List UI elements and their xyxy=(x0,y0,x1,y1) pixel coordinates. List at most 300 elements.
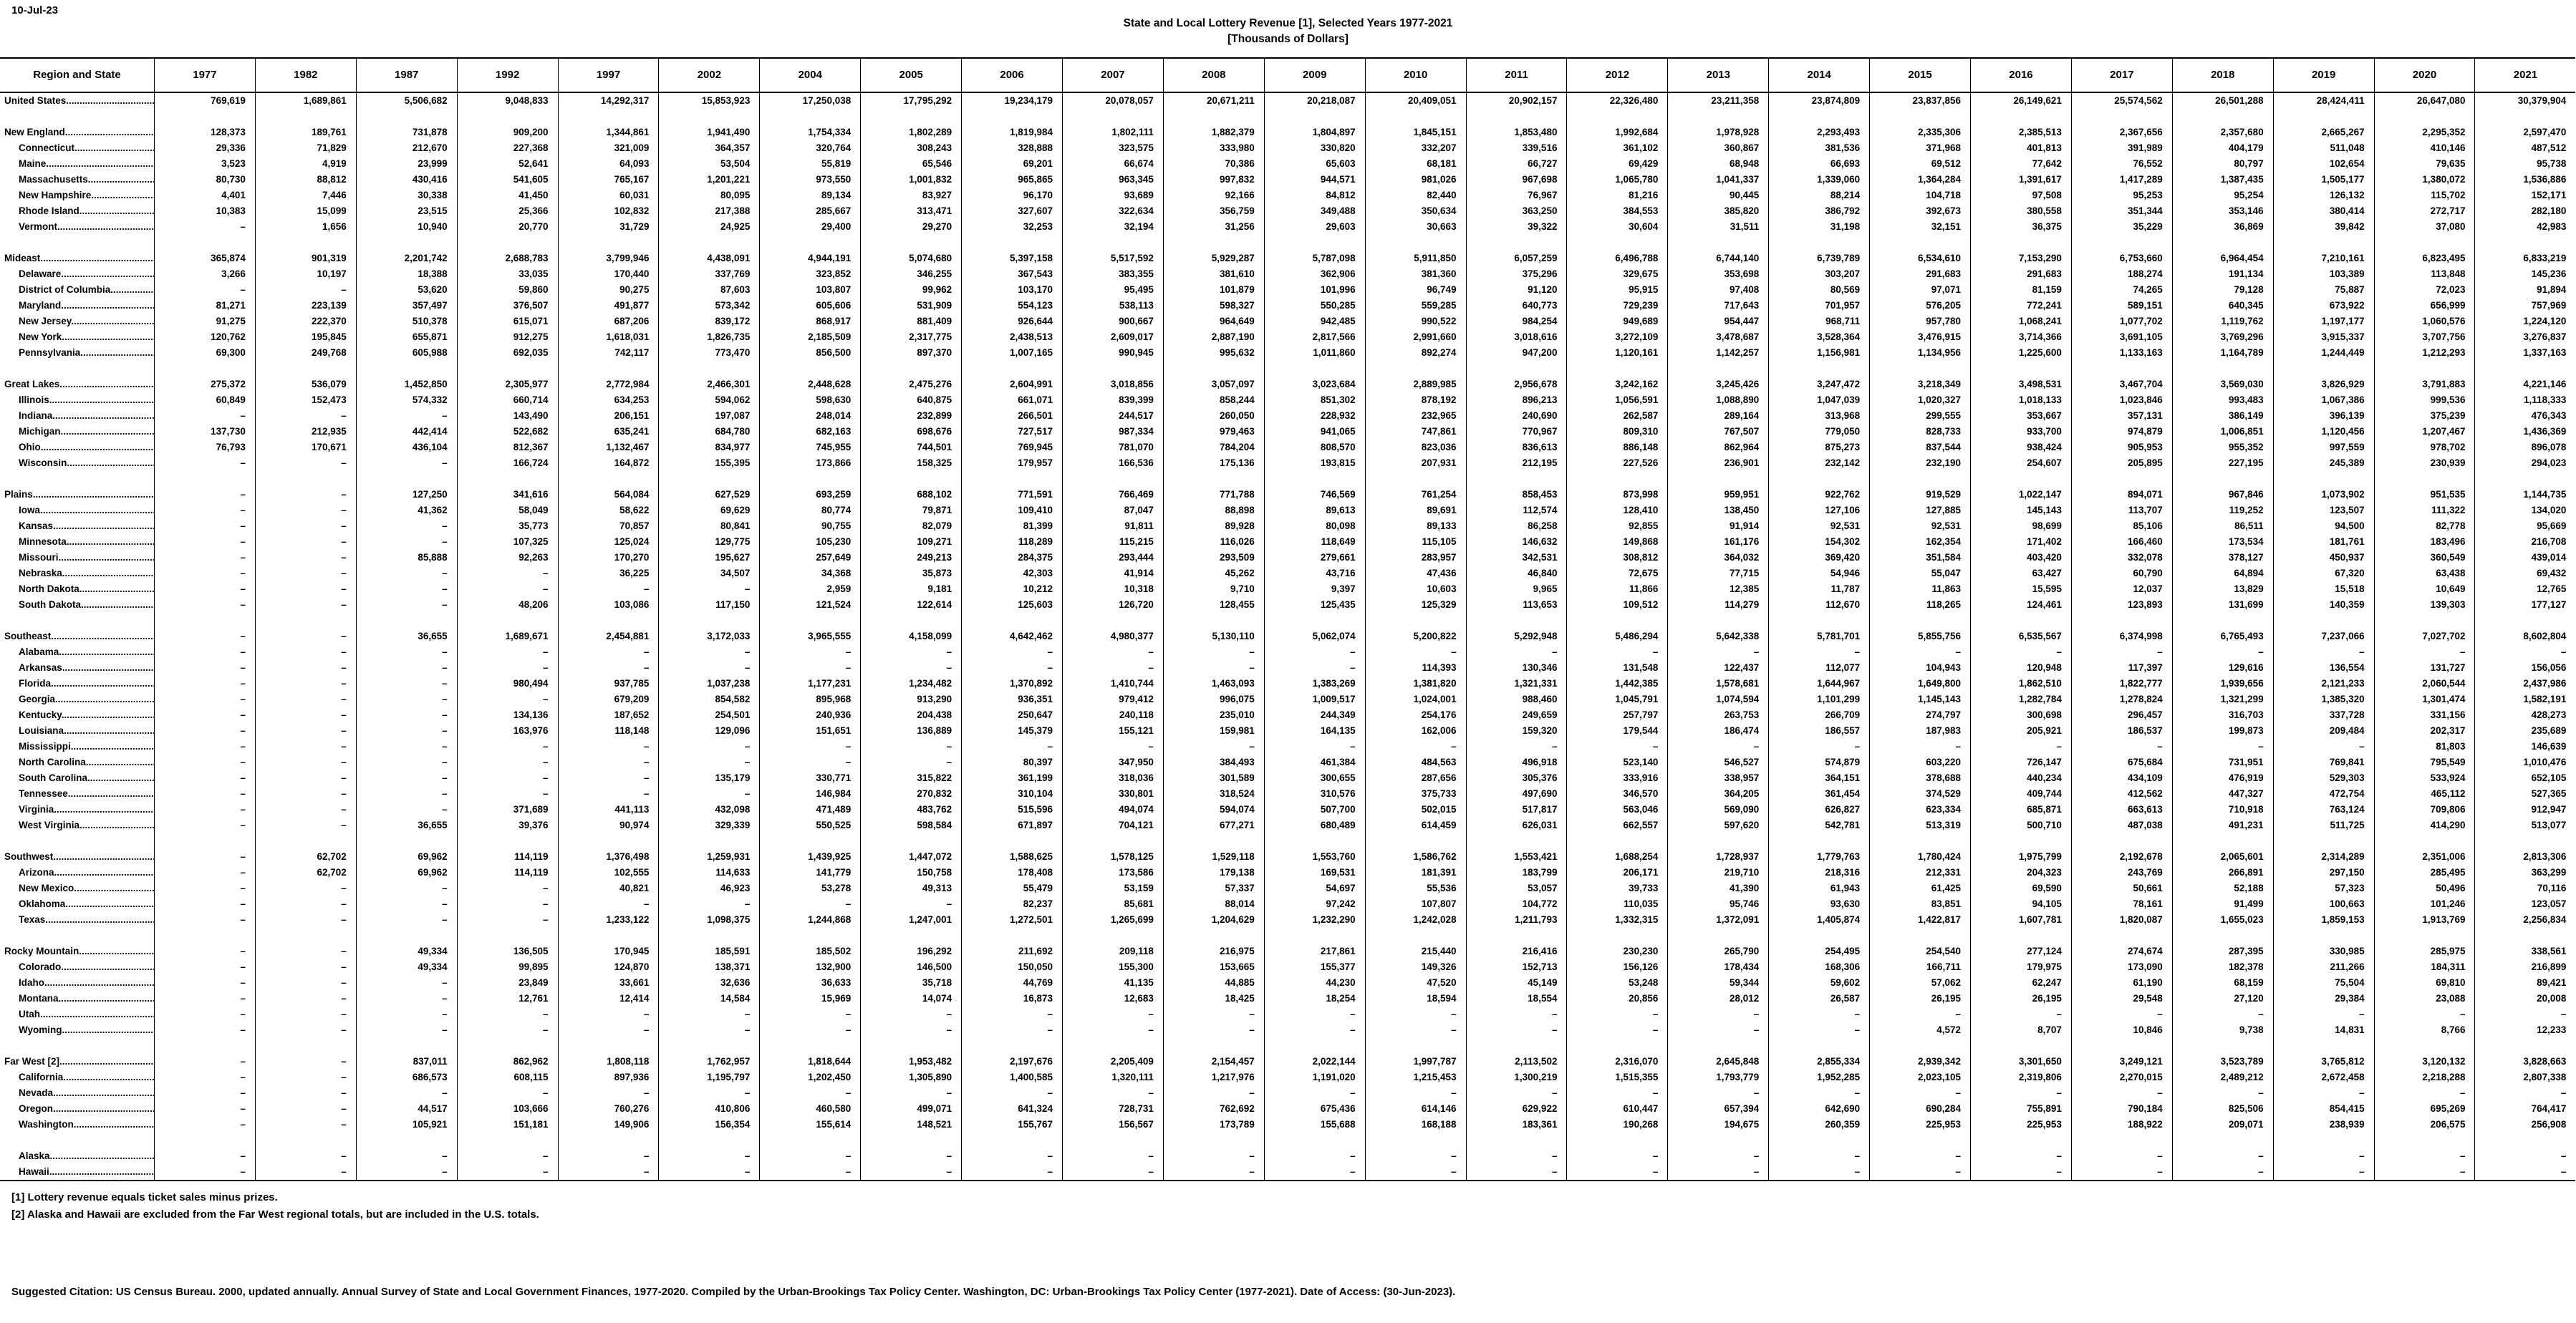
cell: 384,493 xyxy=(1163,755,1264,770)
cell: 938,424 xyxy=(1970,440,2071,455)
cell: – xyxy=(154,770,255,786)
cell: 2,597,470 xyxy=(2474,125,2575,140)
cell: 1,007,165 xyxy=(961,345,1062,361)
cell: – xyxy=(759,1148,860,1164)
cell: 731,878 xyxy=(356,125,457,140)
cell: 89,613 xyxy=(1264,503,1365,518)
cell: 500,710 xyxy=(1970,818,2071,833)
cell: – xyxy=(558,581,659,597)
spacer-label-cell xyxy=(0,833,154,849)
cell: 554,123 xyxy=(961,298,1062,314)
cell xyxy=(860,1133,961,1148)
row-united-states xyxy=(0,93,2575,109)
cell xyxy=(558,928,659,944)
cell: 4,438,091 xyxy=(658,251,759,266)
row-label: South Dakota ..... xyxy=(19,599,154,610)
cell: 15,595 xyxy=(1970,581,2071,597)
cell xyxy=(2273,613,2374,629)
cell: 29,548 xyxy=(2071,991,2172,1007)
cell: 795,549 xyxy=(2374,755,2475,770)
cell: 362,906 xyxy=(1264,266,1365,282)
cell: – xyxy=(2374,1085,2475,1101)
cell: 828,733 xyxy=(1869,424,1970,440)
cell: 979,412 xyxy=(1062,692,1163,707)
cell: 183,496 xyxy=(2374,534,2475,550)
cell xyxy=(1365,613,1466,629)
row-southwest xyxy=(0,849,2575,865)
cell: 3,218,349 xyxy=(1869,377,1970,392)
cell xyxy=(1869,1133,1970,1148)
row-new-york xyxy=(0,329,2575,345)
cell: 851,302 xyxy=(1264,392,1365,408)
cell xyxy=(2474,1038,2575,1054)
cell: 97,071 xyxy=(1869,282,1970,298)
cell xyxy=(558,109,659,125)
cell: 150,050 xyxy=(961,959,1062,975)
cell: – xyxy=(1062,644,1163,660)
cell: 305,376 xyxy=(1466,770,1567,786)
cell: 1,939,656 xyxy=(2172,676,2273,692)
cell: – xyxy=(1264,1164,1365,1180)
cell: 1,439,925 xyxy=(759,849,860,865)
cell: 675,684 xyxy=(2071,755,2172,770)
row-label: Wyoming ..... xyxy=(19,1024,154,1035)
cell: 1,215,453 xyxy=(1365,1070,1466,1085)
cell: 58,049 xyxy=(457,503,558,518)
cell: 96,749 xyxy=(1365,282,1466,298)
cell: 5,855,756 xyxy=(1869,629,1970,644)
cell xyxy=(558,1038,659,1054)
cell: – xyxy=(2374,644,2475,660)
cell: 995,632 xyxy=(1163,345,1264,361)
cell xyxy=(658,833,759,849)
cell: – xyxy=(356,676,457,692)
cell: 1,077,702 xyxy=(2071,314,2172,329)
cell: – xyxy=(255,550,356,566)
cell: 86,258 xyxy=(1466,518,1567,534)
cell: – xyxy=(356,1085,457,1101)
cell: 26,195 xyxy=(1869,991,1970,1007)
cell: – xyxy=(154,1148,255,1164)
cell: – xyxy=(1970,1164,2071,1180)
cell: – xyxy=(154,534,255,550)
cell: 771,788 xyxy=(1163,487,1264,503)
row-label-cell xyxy=(0,140,154,156)
cell: – xyxy=(961,1148,1062,1164)
cell: 690,284 xyxy=(1869,1101,1970,1117)
cell: – xyxy=(154,219,255,235)
cell: 1,300,219 xyxy=(1466,1070,1567,1085)
cell: 356,759 xyxy=(1163,203,1264,219)
row-label-cell xyxy=(0,739,154,755)
cell: – xyxy=(457,881,558,896)
cell: – xyxy=(1768,1022,1869,1038)
cell: 95,669 xyxy=(2474,518,2575,534)
cell: 701,957 xyxy=(1768,298,1869,314)
report-date: 10-Jul-23 xyxy=(11,4,59,16)
cell: – xyxy=(1365,1007,1466,1022)
cell: 7,210,161 xyxy=(2273,251,2374,266)
row-label-cell xyxy=(0,392,154,408)
row-oregon xyxy=(0,1101,2575,1117)
cell xyxy=(2374,471,2475,487)
cell: 1,056,591 xyxy=(1566,392,1667,408)
cell: 299,555 xyxy=(1869,408,1970,424)
cell: – xyxy=(255,881,356,896)
cell: – xyxy=(255,755,356,770)
cell: 265,790 xyxy=(1667,944,1768,959)
cell: 205,921 xyxy=(1970,723,2071,739)
cell: 381,536 xyxy=(1768,140,1869,156)
cell: 536,079 xyxy=(255,377,356,392)
cell: 461,384 xyxy=(1264,755,1365,770)
cell: 235,689 xyxy=(2474,723,2575,739)
cell xyxy=(457,613,558,629)
cell: 188,274 xyxy=(2071,266,2172,282)
cell: 1,452,850 xyxy=(356,377,457,392)
cell: 254,540 xyxy=(1869,944,1970,959)
cell: 20,409,051 xyxy=(1365,93,1466,109)
cell xyxy=(2071,471,2172,487)
cell: – xyxy=(860,660,961,676)
column-header-year: 2013 xyxy=(1667,59,1768,92)
cell xyxy=(2172,833,2273,849)
cell: 69,810 xyxy=(2374,975,2475,991)
cell: 949,689 xyxy=(1566,314,1667,329)
cell xyxy=(457,1133,558,1148)
cell: 194,675 xyxy=(1667,1117,1768,1133)
cell: – xyxy=(1466,739,1567,755)
cell xyxy=(1365,1133,1466,1148)
cell: 254,501 xyxy=(658,707,759,723)
cell xyxy=(1768,1038,1869,1054)
cell: 138,450 xyxy=(1667,503,1768,518)
cell: 328,888 xyxy=(961,140,1062,156)
cell: 29,603 xyxy=(1264,219,1365,235)
cell: 5,929,287 xyxy=(1163,251,1264,266)
cell: 92,531 xyxy=(1768,518,1869,534)
cell: – xyxy=(1869,1085,1970,1101)
row-label-cell xyxy=(0,597,154,613)
row-label-cell xyxy=(0,755,154,770)
cell: 349,488 xyxy=(1264,203,1365,219)
row-label-cell xyxy=(0,282,154,298)
cell: 222,370 xyxy=(255,314,356,329)
row-label: Florida ..... xyxy=(19,678,154,689)
cell: 1,845,151 xyxy=(1365,125,1466,140)
cell xyxy=(1365,361,1466,377)
cell: 409,744 xyxy=(1970,786,2071,802)
cell: – xyxy=(2071,1007,2172,1022)
row-label-cell xyxy=(0,566,154,581)
cell: 39,842 xyxy=(2273,219,2374,235)
cell: – xyxy=(2071,1085,2172,1101)
spacer-label-cell xyxy=(0,471,154,487)
cell: 1,074,594 xyxy=(1667,692,1768,707)
cell: 155,614 xyxy=(759,1117,860,1133)
cell: 1,975,799 xyxy=(1970,849,2071,865)
cell: 178,408 xyxy=(961,865,1062,881)
cell: 111,322 xyxy=(2374,503,2475,518)
cell xyxy=(2474,1133,2575,1148)
cell: 693,259 xyxy=(759,487,860,503)
cell: – xyxy=(255,723,356,739)
cell: 1,447,072 xyxy=(860,849,961,865)
cell: 3,476,915 xyxy=(1869,329,1970,345)
cell: 18,425 xyxy=(1163,991,1264,1007)
cell: 308,812 xyxy=(1566,550,1667,566)
row-label: Wisconsin ..... xyxy=(19,457,154,468)
cell: 330,771 xyxy=(759,770,860,786)
cell: 92,263 xyxy=(457,550,558,566)
cell: 114,633 xyxy=(658,865,759,881)
row-label-cell xyxy=(0,802,154,818)
row-label: Nebraska ..... xyxy=(19,568,154,578)
cell: 15,853,923 xyxy=(658,93,759,109)
cell: 605,606 xyxy=(759,298,860,314)
cell xyxy=(1163,235,1264,251)
cell: – xyxy=(2474,1007,2575,1022)
cell: – xyxy=(658,1007,759,1022)
row-label-cell xyxy=(0,377,154,392)
cell: 91,120 xyxy=(1466,282,1567,298)
cell: – xyxy=(457,581,558,597)
cell: 680,489 xyxy=(1264,818,1365,833)
cell: 9,397 xyxy=(1264,581,1365,597)
cell: 23,211,358 xyxy=(1667,93,1768,109)
spacer-row xyxy=(0,613,2575,629)
cell: 90,275 xyxy=(558,282,659,298)
cell: 293,509 xyxy=(1163,550,1264,566)
cell: 48,206 xyxy=(457,597,558,613)
cell: – xyxy=(1264,660,1365,676)
cell: 254,607 xyxy=(1970,455,2071,471)
cell: 143,490 xyxy=(457,408,558,424)
column-header-year: 2004 xyxy=(759,59,860,92)
cell: 260,050 xyxy=(1163,408,1264,424)
cell: 209,118 xyxy=(1062,944,1163,959)
cell: – xyxy=(255,1070,356,1085)
cell: 245,389 xyxy=(2273,455,2374,471)
cell: 1,656 xyxy=(255,219,356,235)
cell: 35,873 xyxy=(860,566,961,581)
cell: 159,320 xyxy=(1466,723,1567,739)
cell: 357,131 xyxy=(2071,408,2172,424)
cell: 873,998 xyxy=(1566,487,1667,503)
cell: 323,852 xyxy=(759,266,860,282)
cell: 53,057 xyxy=(1466,881,1567,896)
cell xyxy=(2172,109,2273,125)
cell: 82,778 xyxy=(2374,518,2475,534)
cell: 2,023,105 xyxy=(1869,1070,1970,1085)
cell: 79,128 xyxy=(2172,282,2273,298)
cell: 338,957 xyxy=(1667,770,1768,786)
cell: 1,780,424 xyxy=(1869,849,1970,865)
cell: 897,370 xyxy=(860,345,961,361)
cell xyxy=(1768,1133,1869,1148)
cell xyxy=(1264,928,1365,944)
row-label-cell xyxy=(0,455,154,471)
spacer-label-cell xyxy=(0,928,154,944)
cell: 3,276,837 xyxy=(2474,329,2575,345)
cell: 4,572 xyxy=(1869,1022,1970,1038)
cell: – xyxy=(658,644,759,660)
cell: 216,975 xyxy=(1163,944,1264,959)
cell: 1,337,163 xyxy=(2474,345,2575,361)
cell: 3,765,812 xyxy=(2273,1054,2374,1070)
cell: 770,967 xyxy=(1466,424,1567,440)
cell: 303,207 xyxy=(1768,266,1869,282)
cell: 141,779 xyxy=(759,865,860,881)
cell: 5,200,822 xyxy=(1365,629,1466,644)
cell: 760,276 xyxy=(558,1101,659,1117)
cell: 1,405,874 xyxy=(1768,912,1869,928)
cell: 1,410,744 xyxy=(1062,676,1163,692)
cell xyxy=(2172,235,2273,251)
cell: 996,075 xyxy=(1163,692,1264,707)
row-label-cell xyxy=(0,345,154,361)
cell: – xyxy=(154,503,255,518)
cell: 104,718 xyxy=(1869,188,1970,203)
cell: 23,874,809 xyxy=(1768,93,1869,109)
cell: 126,132 xyxy=(2273,188,2374,203)
cell: 47,436 xyxy=(1365,566,1466,581)
cell: 974,879 xyxy=(2071,424,2172,440)
cell: 41,390 xyxy=(1667,881,1768,896)
cell: 212,331 xyxy=(1869,865,1970,881)
cell: 166,711 xyxy=(1869,959,1970,975)
cell: 60,790 xyxy=(2071,566,2172,581)
cell: 146,639 xyxy=(2474,739,2575,755)
cell: 139,303 xyxy=(2374,597,2475,613)
cell: 103,807 xyxy=(759,282,860,298)
cell: – xyxy=(1869,1007,1970,1022)
cell: – xyxy=(2172,1148,2273,1164)
cell xyxy=(1970,833,2071,849)
cell: 1,578,681 xyxy=(1667,676,1768,692)
cell: 266,891 xyxy=(2172,865,2273,881)
cell: 2,192,678 xyxy=(2071,849,2172,865)
cell: 69,962 xyxy=(356,865,457,881)
cell: 2,817,566 xyxy=(1264,329,1365,345)
cell: 10,318 xyxy=(1062,581,1163,597)
cell xyxy=(1970,361,2071,377)
cell: 14,584 xyxy=(658,991,759,1007)
cell: 386,149 xyxy=(2172,408,2273,424)
cell xyxy=(759,109,860,125)
cell: 112,574 xyxy=(1466,503,1567,518)
row-label-cell xyxy=(0,1117,154,1133)
cell: – xyxy=(860,755,961,770)
cell: 95,738 xyxy=(2474,156,2575,172)
row-label-cell xyxy=(0,959,154,975)
cell: 146,632 xyxy=(1466,534,1567,550)
cell: – xyxy=(356,644,457,660)
cell: 30,338 xyxy=(356,188,457,203)
cell xyxy=(2474,361,2575,377)
cell xyxy=(558,235,659,251)
cell xyxy=(2071,1038,2172,1054)
cell: 6,753,660 xyxy=(2071,251,2172,266)
cell: 115,702 xyxy=(2374,188,2475,203)
cell: 1,688,254 xyxy=(1566,849,1667,865)
cell: 131,727 xyxy=(2374,660,2475,676)
cell: 3,023,684 xyxy=(1264,377,1365,392)
cell: 81,159 xyxy=(1970,282,2071,298)
cell: 837,544 xyxy=(1869,440,1970,455)
cell: – xyxy=(154,282,255,298)
cell xyxy=(2474,109,2575,125)
cell: 244,349 xyxy=(1264,707,1365,723)
cell: 856,500 xyxy=(759,345,860,361)
cell: 812,367 xyxy=(457,440,558,455)
cell: 1,156,981 xyxy=(1768,345,1869,361)
cell: – xyxy=(154,644,255,660)
cell: 441,113 xyxy=(558,802,659,818)
cell: 321,009 xyxy=(558,140,659,156)
cell: 410,146 xyxy=(2374,140,2475,156)
cell: 156,056 xyxy=(2474,660,2575,676)
cell: 1,234,482 xyxy=(860,676,961,692)
cell: – xyxy=(255,1022,356,1038)
row-label: Iowa ..... xyxy=(19,505,154,515)
cell: – xyxy=(658,1164,759,1180)
cell xyxy=(961,361,1062,377)
row-oklahoma xyxy=(0,896,2575,912)
cell: – xyxy=(961,660,1062,676)
cell: – xyxy=(2172,1085,2273,1101)
cell: 465,112 xyxy=(2374,786,2475,802)
row-label: Idaho ..... xyxy=(19,977,154,988)
cell: – xyxy=(356,770,457,786)
row-label-cell xyxy=(0,975,154,991)
cell: 1,191,020 xyxy=(1264,1070,1365,1085)
cell: 1,553,421 xyxy=(1466,849,1567,865)
row-label: Plains ..... xyxy=(4,489,154,500)
cell: 347,950 xyxy=(1062,755,1163,770)
cell: 957,780 xyxy=(1869,314,1970,329)
cell: – xyxy=(1566,739,1667,755)
cell: 346,255 xyxy=(860,266,961,282)
cell: – xyxy=(255,597,356,613)
cell: 88,014 xyxy=(1163,896,1264,912)
cell: – xyxy=(457,1085,558,1101)
cell: 67,320 xyxy=(2273,566,2374,581)
row-label-cell xyxy=(0,1022,154,1038)
cell: 103,170 xyxy=(961,282,1062,298)
cell: 1,233,122 xyxy=(558,912,659,928)
cell: – xyxy=(961,1007,1062,1022)
cell xyxy=(658,613,759,629)
cell: 635,241 xyxy=(558,424,659,440)
cell: 769,619 xyxy=(154,93,255,109)
cell: 1,364,284 xyxy=(1869,172,1970,188)
cell: 3,478,687 xyxy=(1667,329,1768,345)
cell: 432,098 xyxy=(658,802,759,818)
cell: 131,699 xyxy=(2172,597,2273,613)
column-header-year: 2010 xyxy=(1365,59,1466,92)
cell: 134,020 xyxy=(2474,503,2575,518)
cell: 529,303 xyxy=(2273,770,2374,786)
cell: 152,713 xyxy=(1466,959,1567,975)
cell xyxy=(154,235,255,251)
cell: – xyxy=(1264,1022,1365,1038)
cell: – xyxy=(860,1148,961,1164)
cell: 1,119,762 xyxy=(2172,314,2273,329)
cell: 8,766 xyxy=(2374,1022,2475,1038)
cell: – xyxy=(2273,1085,2374,1101)
cell: 944,571 xyxy=(1264,172,1365,188)
